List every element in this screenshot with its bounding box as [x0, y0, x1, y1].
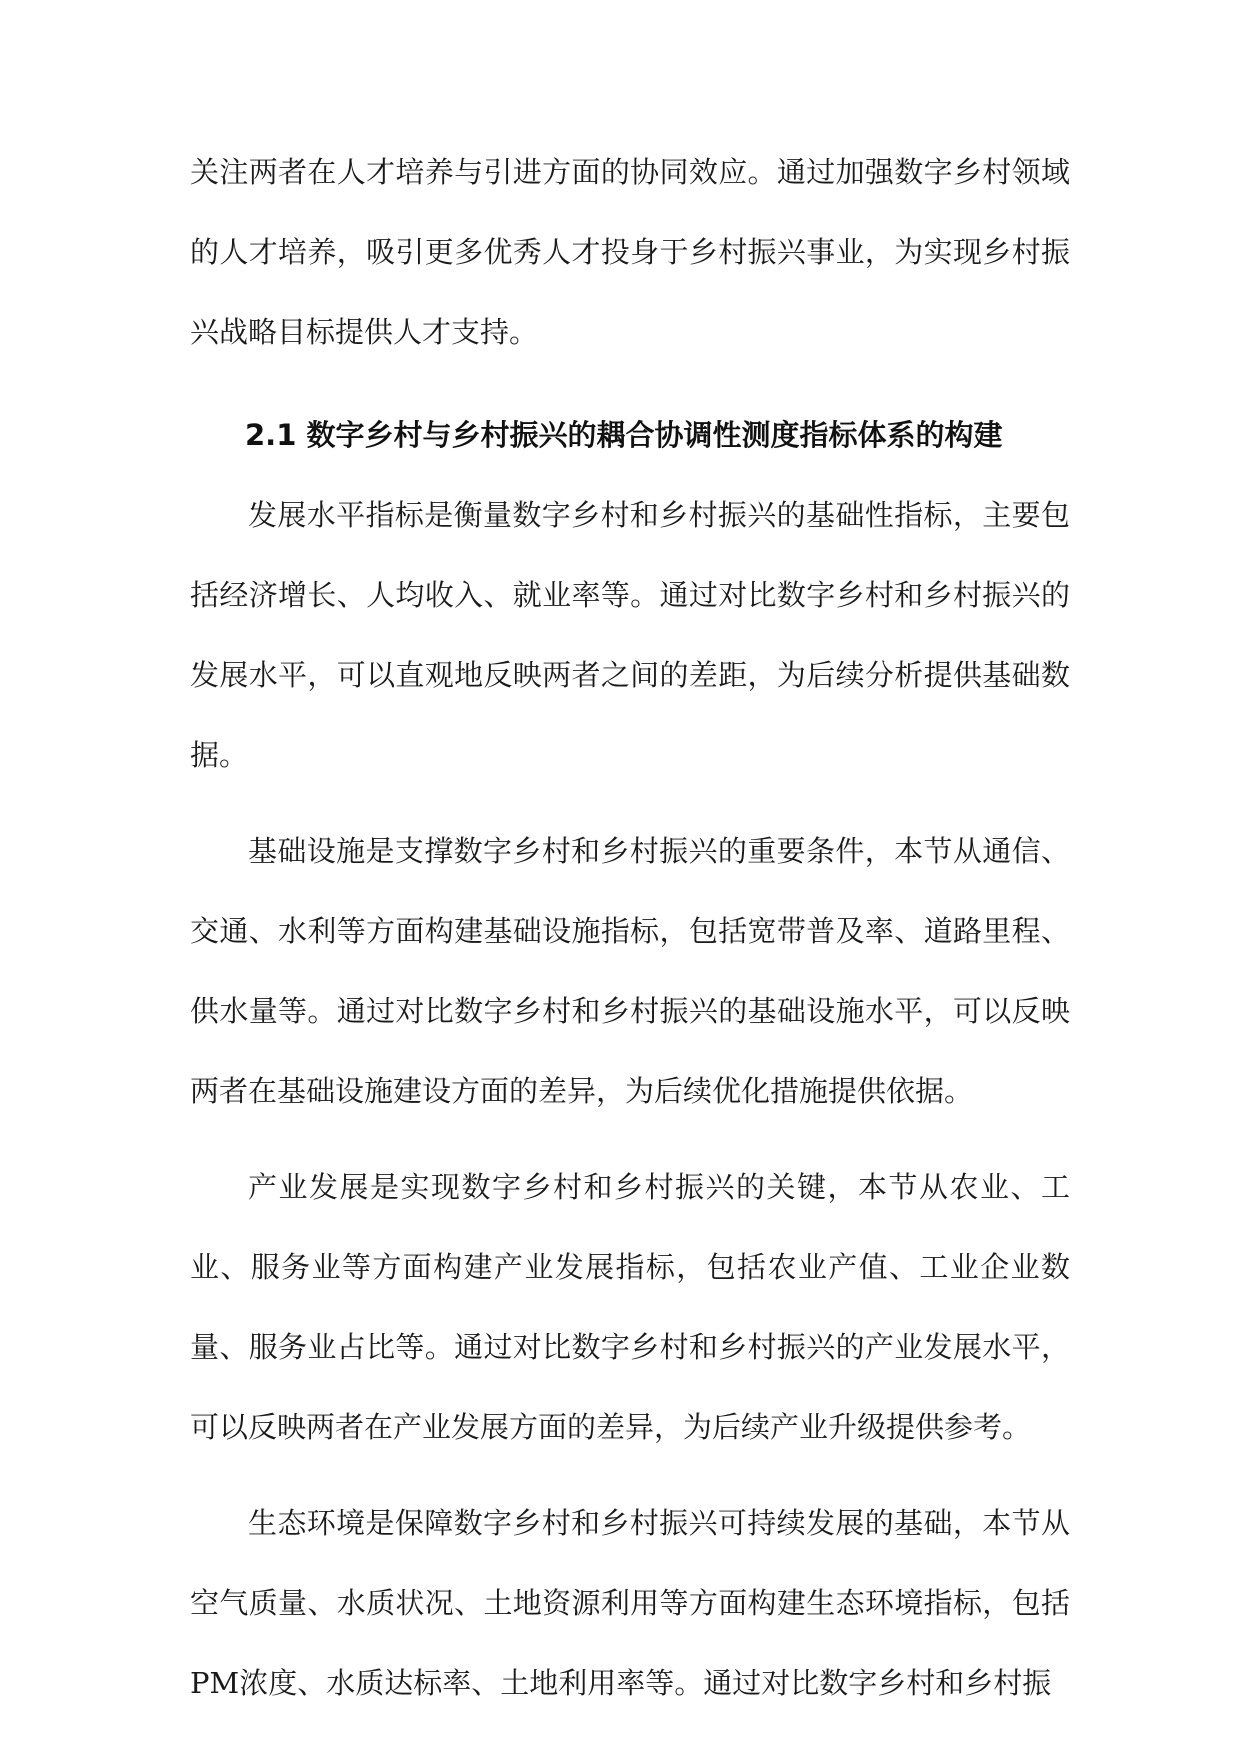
paragraph-ecology: 生态环境是保障数字乡村和乡村振兴可持续发展的基础，本节从空气质量、水质状况、土地资源利用等方面构建生态环境指标，包括PM浓度、水质达标率、土地利用率等。通过对比数字乡村和乡村振 [190, 1506, 1070, 1700]
paragraph-industry: 产业发展是实现数字乡村和乡村振兴的关键，本节从农业、工业、服务业等方面构建产业发展指标，包括农业产值、工业企业数量、服务业占比等。通过对比数字乡村和乡村振兴的产业发展水平，可以反映两者在产业发展方面的差异，为后续产业升级提供参考。 [190, 1170, 1070, 1444]
paragraph-development-level: 发展水平指标是衡量数字乡村和乡村振兴的基础性指标，主要包括经济增长、人均收入、就业率等。通过对比数字乡村和乡村振兴的发展水平，可以直观地反映两者之间的差距，为后续分析提供基础数据。 [190, 498, 1070, 772]
section-body [190, 475, 1070, 1739]
intro-paragraph: 关注两者在人才培养与引进方面的协同效应。通过加强数字乡村领域的人才培养，吸引更多优秀人才投身于乡村振兴事业，为实现乡村振兴战略目标提供人才支持。 [190, 155, 1070, 349]
paragraph-infrastructure: 基础设施是支撑数字乡村和乡村振兴的重要条件，本节从通信、交通、水利等方面构建基础设施指标，包括宽带普及率、道路里程、供水量等。通过对比数字乡村和乡村振兴的基础设施水平，可以反映两者在基础设施建设方面的差异，为后续优化措施提供依据。 [190, 834, 1070, 1108]
section-heading: 2.1 数字乡村与乡村振兴的耦合协调性测度指标体系的构建 [245, 418, 1003, 452]
